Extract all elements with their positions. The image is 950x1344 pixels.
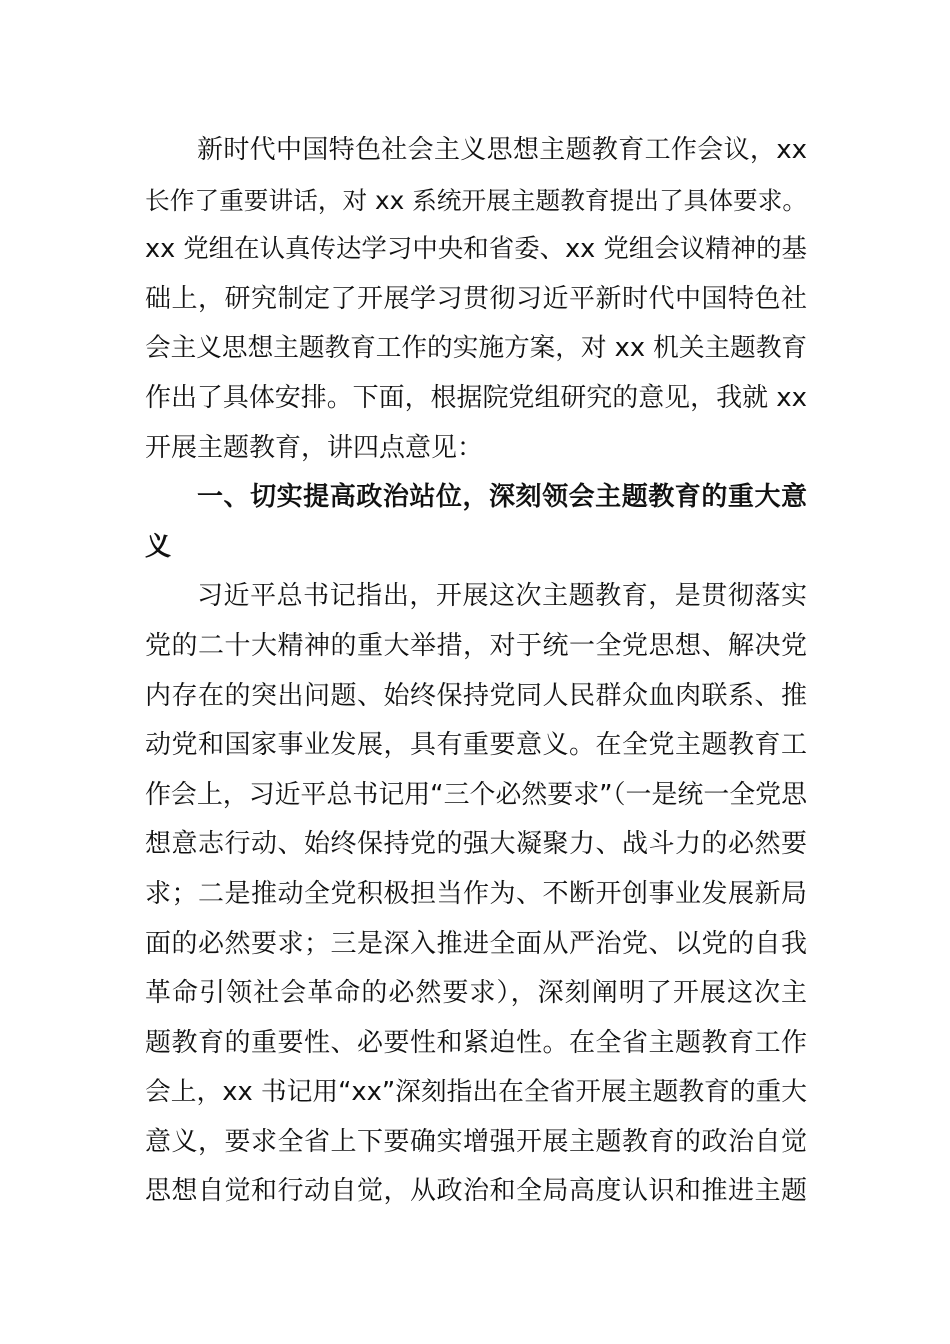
paragraph-2-line-3: 内存在的突出问题、始终保持党同人民群众血肉联系、推 (145, 680, 807, 711)
paragraph-2-line-5: 作会上，习近平总书记用“三个必然要求”（一是统一全党思 (145, 779, 807, 810)
paragraph-1-line-5: 会主义思想主题教育工作的实施方案，对 xx 机关主题教育 (145, 333, 808, 364)
paragraph-2-line-11: 会上，xx 书记用“xx”深刻指出在全省开展主题教育的重大 (145, 1077, 807, 1108)
document-body (145, 126, 807, 1217)
paragraph-2-line-2: 党的二十大精神的重大举措，对于统一全党思想、解决党 (145, 630, 807, 661)
paragraph-2-line-13: 思想自觉和行动自觉，从政治和全局高度认识和推进主题 (145, 1176, 807, 1207)
paragraph-1-line-6: 作出了具体安排。下面，根据院党组研究的意见，我就 xx (145, 382, 807, 413)
paragraph-1-line-1: 新时代中国特色社会主义思想主题教育工作会议，xx (197, 135, 807, 165)
section-heading-1-line-2: 义 (145, 531, 172, 562)
paragraph-1-line-7: 开展主题教育，讲四点意见： (145, 432, 484, 463)
paragraph-1-line-4: 础上，研究制定了开展学习贯彻习近平新时代中国特色社 (145, 283, 807, 314)
paragraph-1-line-3: xx 党组在认真传达学习中央和省委、xx 党组会议精神的基 (145, 234, 807, 265)
paragraph-2-line-8: 面的必然要求；三是深入推进全面从严治党、以党的自我 (145, 928, 807, 959)
section-heading-1-line-1: 一、切实提高政治站位，深刻领会主题教育的重大意 (197, 482, 807, 513)
paragraph-2-line-1: 习近平总书记指出，开展这次主题教育，是贯彻落实 (197, 581, 807, 612)
paragraph-1-line-2: 长作了重要讲话，对 xx 系统开展主题教育提出了具体要求。 (145, 185, 808, 215)
paragraph-2-line-4: 动党和国家事业发展，具有重要意义。在全党主题教育工 (145, 730, 807, 761)
paragraph-2-line-10: 题教育的重要性、必要性和紧迫性。在全省主题教育工作 (145, 1027, 807, 1058)
paragraph-2-line-7: 求；二是推动全党积极担当作为、不断开创事业发展新局 (145, 878, 807, 909)
paragraph-2-line-9: 革命引领社会革命的必然要求），深刻阐明了开展这次主 (145, 978, 807, 1009)
paragraph-2-line-12: 意义，要求全省上下要确实增强开展主题教育的政治自觉 (145, 1126, 807, 1157)
paragraph-2-line-6: 想意志行动、始终保持党的强大凝聚力、战斗力的必然要 (145, 829, 807, 860)
